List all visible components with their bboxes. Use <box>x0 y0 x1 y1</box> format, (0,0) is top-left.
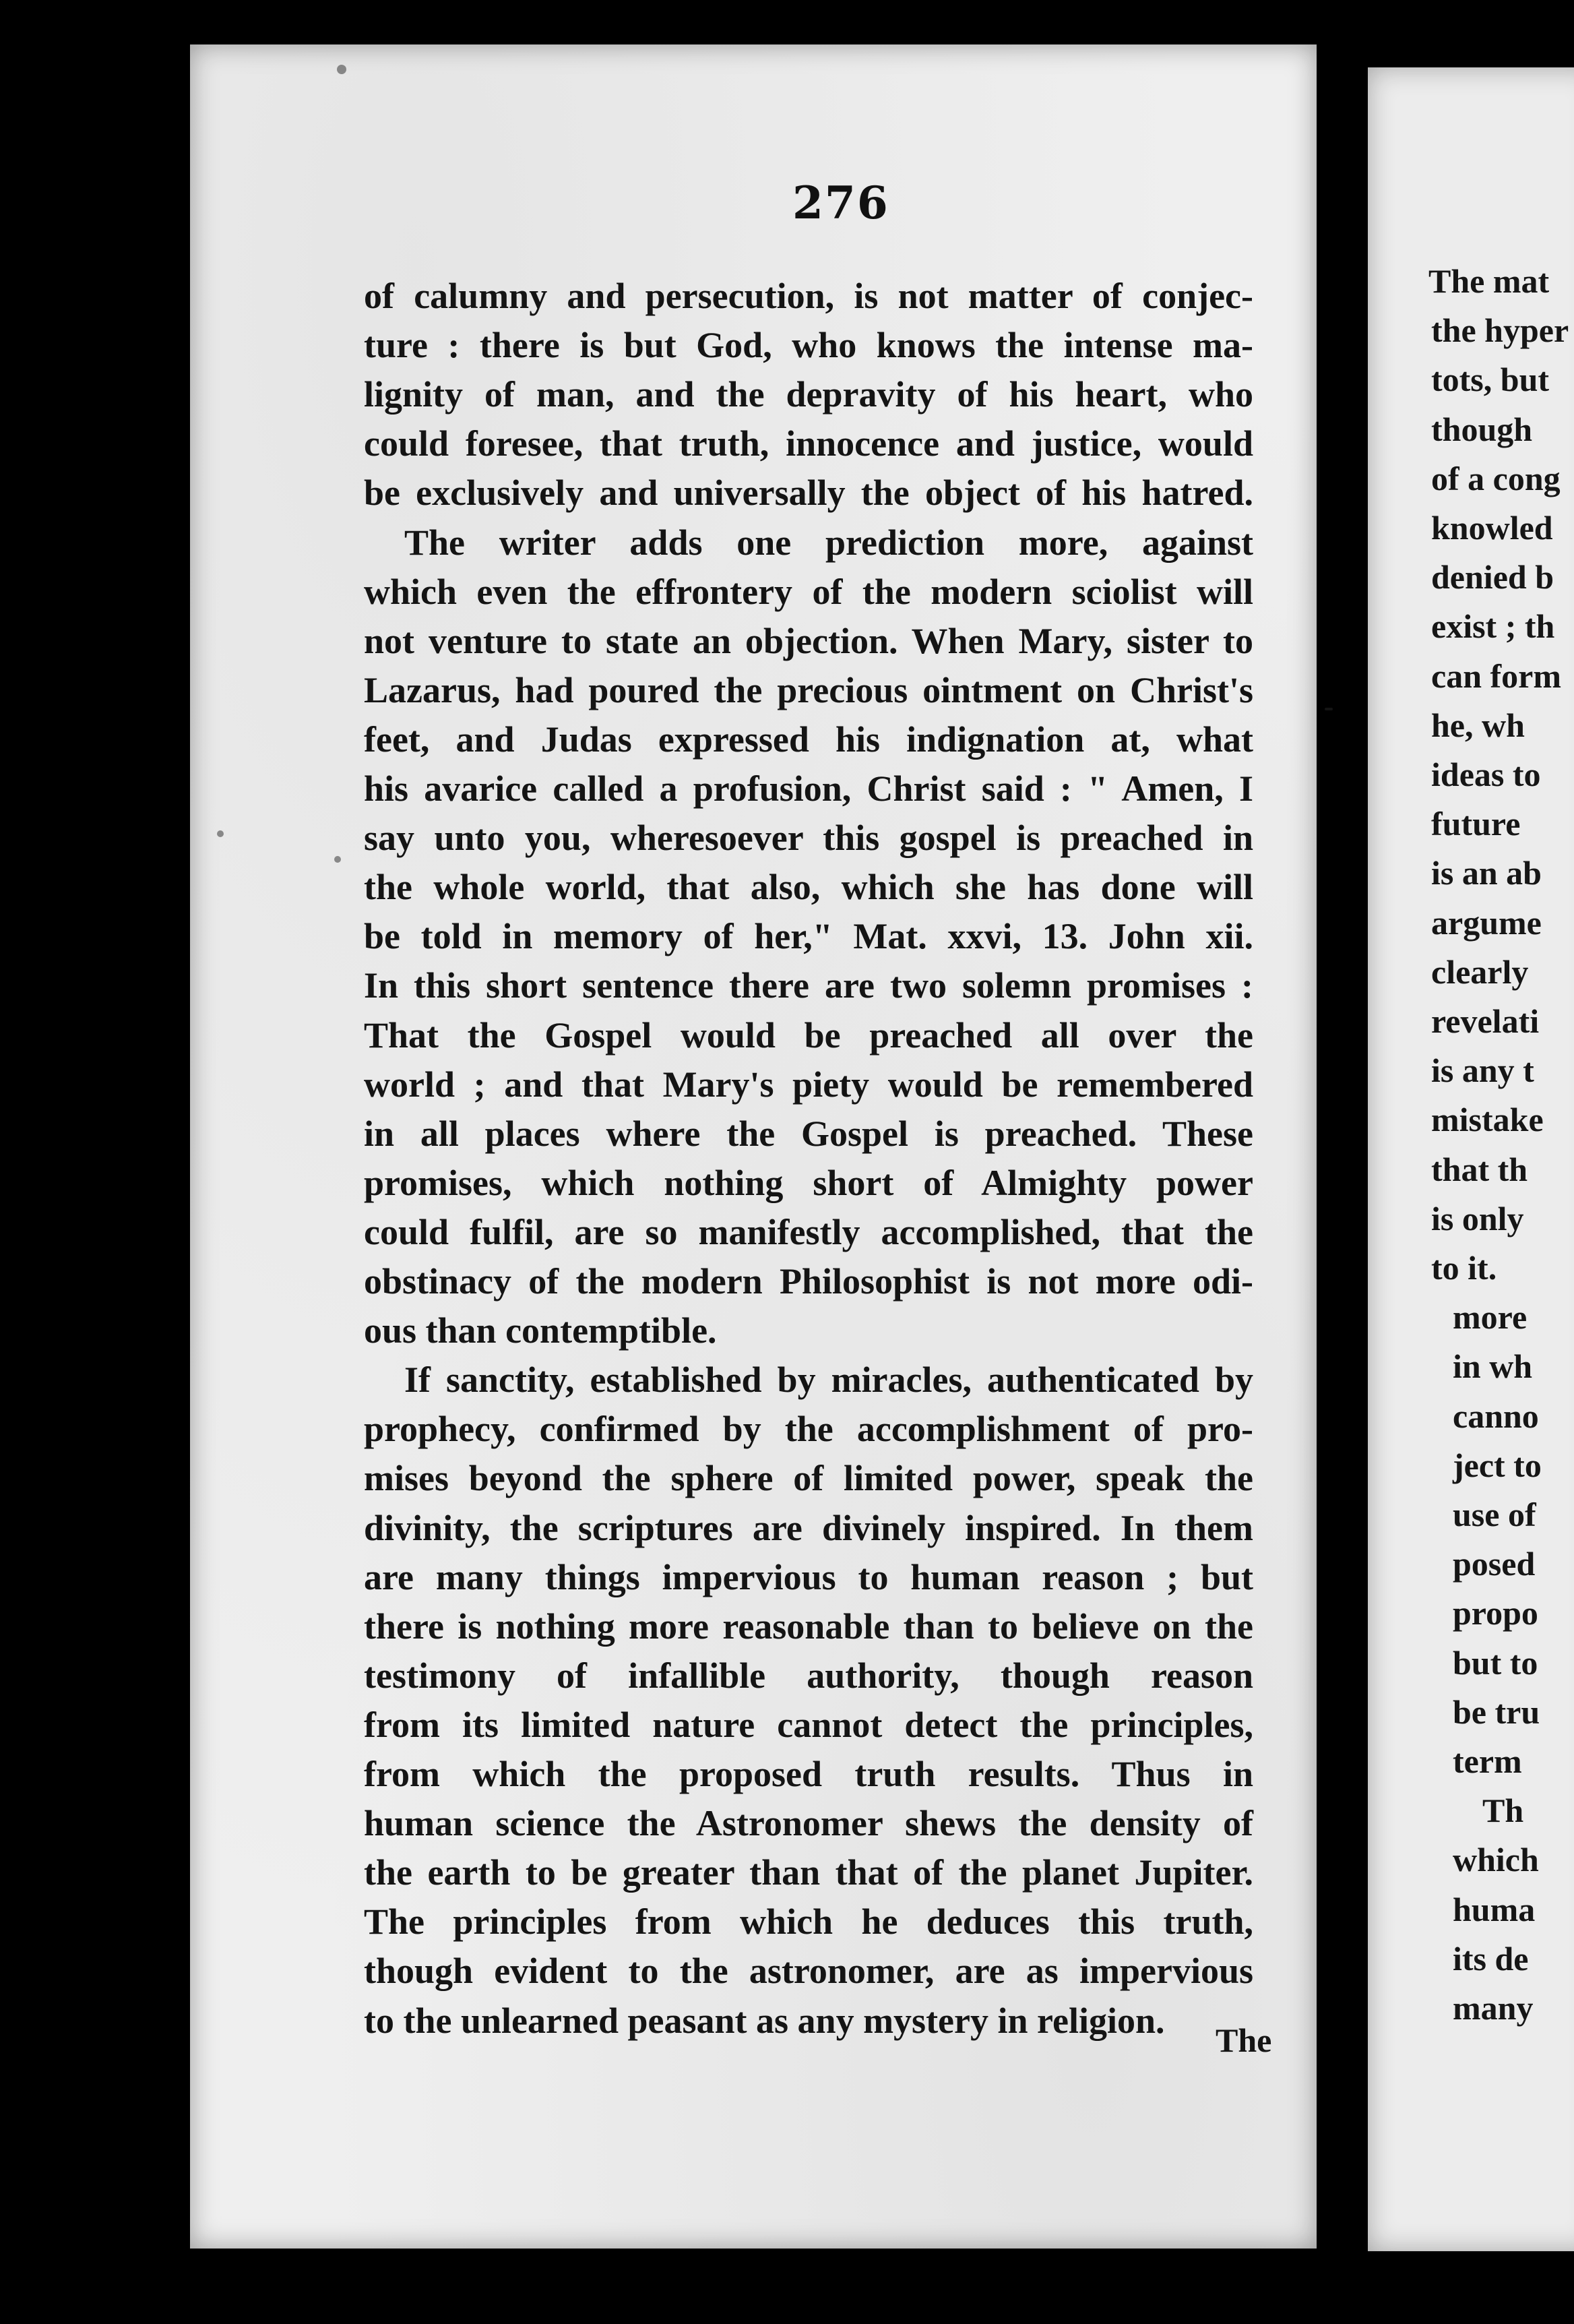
text-line-fragment: clearly <box>1431 953 1529 991</box>
text-line-fragment: propo <box>1453 1594 1538 1632</box>
text-line: in all places where the Gospel is preached. These <box>364 1113 1253 1154</box>
text-line-fragment: Th <box>1482 1792 1524 1829</box>
text-line: the whole world, that also, which she has done will <box>364 867 1253 907</box>
text-line-fragment: in wh <box>1453 1347 1533 1385</box>
text-line: his avarice called a profusion, Christ said : " Amen, I <box>364 768 1253 809</box>
page-number: 276 <box>792 177 889 229</box>
text-line: testimony of infallible authority, though reason <box>364 1655 1253 1696</box>
text-line: feet, and Judas expressed his indignation at, what <box>364 719 1253 760</box>
text-line: mises beyond the sphere of limited power, speak the <box>364 1458 1253 1498</box>
text-line: That the Gospel would be preached all over the <box>364 1015 1253 1056</box>
text-line-fragment: he, wh <box>1431 706 1525 744</box>
text-line: could fulfil, are so manifestly accomplished, that the <box>364 1212 1253 1252</box>
text-line-fragment: future <box>1431 805 1521 843</box>
text-line-fragment: ject to <box>1453 1446 1542 1484</box>
text-line-fragment: can form <box>1431 657 1561 695</box>
text-line: though evident to the astronomer, are as impervious <box>364 1951 1253 1991</box>
text-line: there is nothing more reasonable than to believe on the <box>364 1606 1253 1647</box>
text-line-fragment: canno <box>1453 1397 1539 1435</box>
text-line: prophecy, confirmed by the accomplishment of pro- <box>364 1409 1253 1449</box>
text-line: be told in memory of her," Mat. xxvi, 13. John xii. <box>364 916 1253 956</box>
text-line: to the unlearned peasant as any mystery in religion. <box>364 2000 1165 2041</box>
text-line-fragment: posed <box>1453 1545 1536 1583</box>
ink-speck <box>337 65 346 74</box>
text-line: human science the Astronomer shews the density of <box>364 1803 1253 1843</box>
text-line: from which the proposed truth results. Thus in <box>364 1754 1253 1794</box>
text-line: the earth to be greater than that of the planet Jupiter. <box>364 1852 1253 1893</box>
catchword: The <box>1216 2021 1272 2059</box>
text-line-fragment: knowled <box>1431 509 1553 547</box>
text-line: from its limited nature cannot detect the principles, <box>364 1705 1253 1745</box>
text-line: If sanctity, established by miracles, authenticated by <box>404 1359 1253 1400</box>
text-line: not venture to state an objection. When Mary, sister to <box>364 621 1253 661</box>
text-line-fragment: many <box>1453 1989 1534 2027</box>
text-line-fragment: be tru <box>1453 1693 1540 1731</box>
text-line-fragment: revelati <box>1431 1002 1540 1040</box>
text-line-fragment: though <box>1431 410 1533 448</box>
text-line: be exclusively and universally the object of his hatred. <box>364 472 1253 513</box>
text-line-fragment: but to <box>1453 1644 1538 1682</box>
text-line-fragment: The mat <box>1428 262 1550 300</box>
text-line-fragment: use of <box>1453 1496 1536 1533</box>
text-line-fragment: the hyper <box>1431 311 1569 349</box>
text-line: ous than contemptible. <box>364 1310 717 1351</box>
text-line: say unto you, wheresoever this gospel is preached in <box>364 818 1253 858</box>
text-line-fragment: that th <box>1431 1151 1528 1188</box>
text-line: divinity, the scriptures are divinely inspired. In them <box>364 1508 1253 1548</box>
text-line: In this short sentence there are two solemn promises : <box>364 965 1253 1006</box>
text-line: obstinacy of the modern Philosophist is not more odi- <box>364 1261 1253 1302</box>
text-line-fragment: to it. <box>1431 1249 1497 1287</box>
text-line: world ; and that Mary's piety would be remembered <box>364 1064 1253 1105</box>
ink-speck <box>1325 708 1333 710</box>
text-line-fragment: mistake <box>1431 1101 1544 1138</box>
text-line-fragment: is only <box>1431 1200 1524 1237</box>
text-line-fragment: tots, but <box>1431 361 1550 398</box>
text-line-fragment: is an ab <box>1431 854 1542 892</box>
text-line-fragment: denied b <box>1431 558 1554 596</box>
text-line: could foresee, that truth, innocence and justice, would <box>364 423 1253 464</box>
text-line: promises, which nothing short of Almighty power <box>364 1163 1253 1203</box>
text-line: are many things impervious to human reason ; but <box>364 1557 1253 1597</box>
text-line: lignity of man, and the depravity of his heart, who <box>364 374 1253 415</box>
text-line-fragment: which <box>1453 1841 1539 1878</box>
text-line: ture : there is but God, who knows the intense ma- <box>364 325 1253 365</box>
text-line-fragment: huma <box>1453 1891 1536 1928</box>
text-line-fragment: term <box>1453 1742 1522 1780</box>
ink-speck <box>334 856 341 863</box>
text-line-fragment: is any t <box>1431 1051 1534 1089</box>
text-line: of calumny and persecution, is not matter of conjec- <box>364 276 1253 316</box>
text-line: which even the effrontery of the modern sciolist will <box>364 572 1253 612</box>
text-line-fragment: of a cong <box>1431 460 1561 497</box>
text-line-fragment: ideas to <box>1431 756 1541 793</box>
text-line-fragment: more <box>1453 1298 1528 1336</box>
text-line: The writer adds one prediction more, against <box>404 522 1253 563</box>
text-line-fragment: argume <box>1431 904 1542 942</box>
text-line-fragment: exist ; th <box>1431 607 1555 645</box>
text-line: Lazarus, had poured the precious ointment on Christ's <box>364 670 1253 710</box>
text-line-fragment: its de <box>1453 1940 1529 1978</box>
text-line: The principles from which he deduces this truth, <box>364 1901 1253 1942</box>
ink-speck <box>217 830 224 837</box>
